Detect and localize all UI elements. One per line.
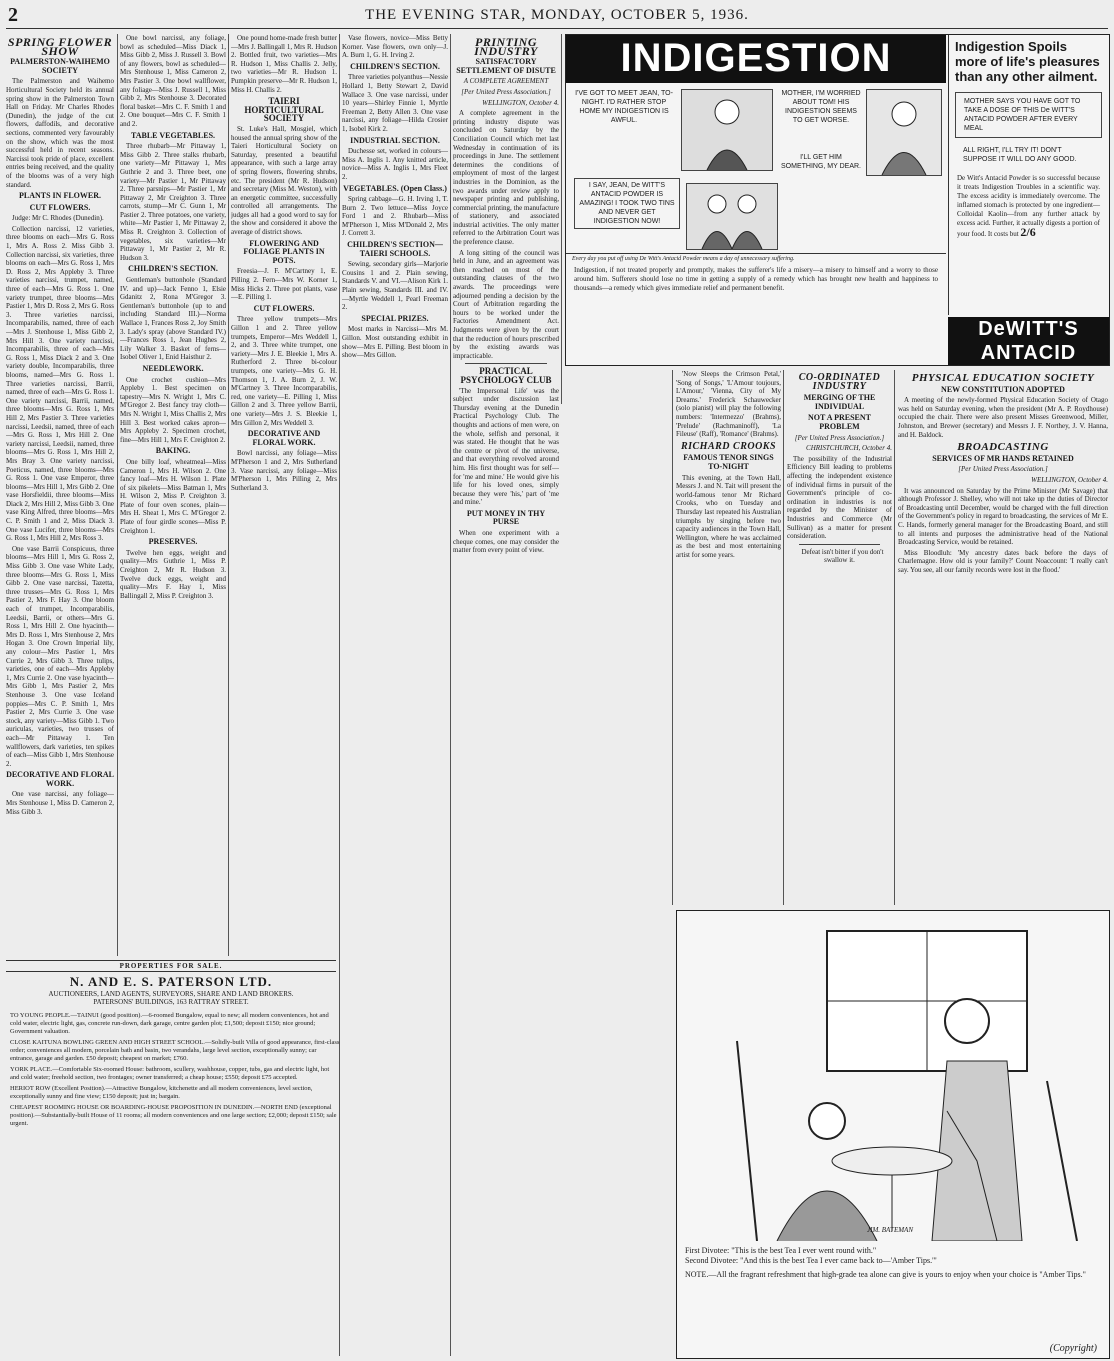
section-heading: CHILDREN'S SECTION. [350,61,440,71]
article-paragraph: A long sitting of the council was held in June, and an agreement was then reached on most of the outstanding clauses of the two awards. The proceedings were adjourned pending a decision by the Court of Arbitration regarding the hours to be worked under the Factories Amendment Act. Judgments were given by the court that the reduction of hours prescribed by the existing awards was impracticable. [453,248,559,360]
article-paragraph: The possibility of the Industrial Efficiency Bill leading to problems affecting the independent existence of individual firms in pursuit of the Government's principle of co-ordination in industries is not regarded by the Minister of Industries and Commerce (Mr Sullivan) as a matter for present consideration. [787,454,892,541]
column-7 [787,370,892,905]
subheading: FAMOUS TENOR SINGS TO-NIGHT [683,453,774,471]
section-heading: CUT FLOWERS. [29,202,91,212]
subheading: SATISFACTORY SETTLEMENT OF DISUTE [456,57,556,75]
section-heading: INDUSTRIAL SECTION. [350,135,440,145]
masthead-rule [6,28,1108,29]
divider [465,363,547,364]
classified-item: CHEAPEST ROOMING HOUSE OR BOARDING-HOUSE PROPOSITION IN DUNEDIN.—NORTH END (exceptional position).—Substantially-built House of 11 rooms; all modern conveniences and one large section; £2,000; deposit £150; sale urgent. [10,1104,337,1127]
article-paragraph: Twelve hen eggs, weight and quality—Mrs Guthrie 1, Miss P. Creighton 2, Mr R. Hudson 3. Twelve duck eggs, weight and quality—Mrs F. Hay 1, Miss Ballingall 2, Miss P. Creighton 3. [120,548,226,600]
article-paragraph: St. Luke's Hall, Mosgiel, which housed the annual spring show of the Taieri Horticultural Society on Saturday, presented a beautiful appearance, with such a large array of spring flowers, flowering shrubs, etc. The president (Mr R. Hudson) and secretary (Miss M. Weston), with an energetic committee, successfully controlled all arrangements. The judges all had a good word to say for the show and considered it above the average of district shows. [231,124,337,237]
speech-bubble: ALL RIGHT, I'LL TRY IT! DON'T SUPPOSE IT WILL DO ANY GOOD. [963,147,1077,163]
classified-item: YORK PLACE.—Comfortable Six-roomed House: bathroom, scullery, washhouse, copper, tubs, gas and electric light, hot and cold water; freehold section, two frontages; owner transferred; a cheap house; £550; deposit £75 accepted. [10,1066,330,1081]
man-figure-icon [682,90,772,170]
column-1 [6,34,114,956]
copyright-notice: (Copyright) [1049,1343,1097,1354]
couple-figure-icon [687,184,777,249]
subheading: NOT A PRESENT PROBLEM [808,413,871,431]
ad-caption: Every day you put off using De Witt's Antacid Powder means a day of unnecessary suffering. [572,256,795,262]
column-rule [117,34,118,956]
article-paragraph: Gentleman's buttonhole (Standard IV. and up)—Jack Fenno 1, Elsie Gdanitz 2, Rona M'Gregor 3. Gentleman's buttonhole (up to and including Standard III.)—Norma Wallace 1, Frances Ross 2, Joy Smith 3. Lady's spray (above Standard IV.)—Frances Ross 1, Jean Hughes 2, Lily Walker 3. Basket of ferns—Isobel Oliver 1, Enid Haisthur 2. [120,276,226,362]
section-heading: PLANTS IN FLOWER. [18,191,101,201]
article-paragraph: A meeting of the newly-formed Physical Education Society of Otago was held on Saturday evening, when the president (Mr A. P. Roydhouse) occupied the chair. There were also present Misses Greenwood, Miller, Johnston, and Brewer (secretary) and Messrs J. F. Northey, J. V. Hanna, and H. Baldock. [898,396,1108,439]
golfers-illustration-icon [677,911,1109,1241]
speech-bubble: MOTHER SAYS YOU HAVE GOT TO TAKE A DOSE OF THIS De WITT'S ANTACID POWDER AFTER EVERY MEAL [955,92,1102,138]
ad-body-right-text: De Witt's Antacid Powder is so successful because it treats Indigestion Troubles in a scientific way. The excess acidity is immediately overcome. The inflamed stomach is protected by one ingredient—Colloidal Kaolin—from any further attack by excess acid. Further, it actually digests a portion of your food. It costs but [957,174,1100,238]
firm-name: N. AND E. S. PATERSON LTD. [69,974,273,989]
article-paragraph: Judge: Mr C. Rhodes (Dunedin). [12,214,104,223]
column-rule [894,370,895,905]
section-heading: PRESERVES. [148,537,198,547]
subheading: NEW CONSTITUTION ADOPTED [941,384,1065,394]
dateline: CHRISTCHURCH, October 4. [806,444,892,453]
headline-taieri: TAIERI HORTICULTURAL SOCIETY [244,96,324,124]
column-rule [228,34,229,956]
article-paragraph: Duchesse set, worked in colours—Miss A. Inglis 1. Any knitted article, novice—Miss A. Inglis 1, Mrs Fleet 2. [342,147,448,181]
press-credit: [Per United Press Association.] [461,87,551,96]
article-paragraph: One billy loaf, wheatmeal—Miss Cameron 1, Mrs H. Wilson 2. One fancy loaf—Mrs H. Wilson 1. Plate of six pikelets—Miss Batman 1, Mrs H. Wilson 2, Miss P. Creighton 3. Plate of four oven scones, plain—Mrs H. Sheat 1, Mrs C. M'Gregor 2. Plate of four girdle scones—Miss P. Creighton 1. [120,457,226,535]
ad-comic-strip [566,83,946,254]
ad-body-right [949,172,1108,241]
speech-bubble: I SAY, JEAN, De WITT'S ANTACID POWDER IS AMAZING! I TOOK TWO TINS AND NEVER GET INDIGESTION NOW! [574,178,680,229]
headline-printing-industry: PRINTING INDUSTRY [474,35,538,58]
caption-line-2: Second Divotee: "And this is the best Tea I ever came back to—'Amber Tips.'" [685,1256,937,1265]
cartoon-caption [677,1243,1109,1283]
properties-bar: PROPERTIES FOR SALE. [6,960,336,972]
classified-item: HERIOT ROW (Excellent Position).—Attractive Bungalow, kitchenette and all modern conveniences, level section, exceptionally sunny and fine view; £150 deposit; just in; bargain. [10,1085,313,1100]
column-rule [561,34,562,404]
paterson-heading [6,974,336,1006]
quote: Defeat isn't bitter if you don't swallow it. [801,547,884,565]
indigestion-advertisement [565,34,1110,366]
column-rule [450,34,451,1356]
dewitts-brand-logo: DeWITT'S ANTACID [948,317,1109,365]
headline-coordinated-industry: CO-ORDINATED INDUSTRY [798,372,881,392]
page-number: 2 [8,4,18,26]
illustration-mother [866,89,942,176]
press-credit: [Per United Press Association.] [794,433,885,442]
masthead [0,4,1114,26]
divider [799,544,880,545]
ad-left-panel [566,35,946,295]
column-4 [342,34,448,1354]
article-paragraph: Three varieties polyanthus—Nessie Hollard 1, Betty Stewart 2, David Wallace 3. One vase narcissi, under 10 years—Shirley Finnie 1, Myrtle Freeman 2, Betty Allen 3. One vase narcissi, any foliage—Hilda Crosier 1, Isobel Kirk 2. [342,73,448,133]
section-heading: DECORATIVE AND FLORAL WORK. [247,429,321,447]
article-paragraph: Vase flowers, novice—Miss Betty Korner. Vase flowers, own only—J. A. Burn 1, G. H. Irving 2. [342,34,448,60]
dateline: WELLINGTON, October 4. [1031,475,1108,484]
article-paragraph: One pound home-made fresh butter—Mrs J. Ballingall 1, Mrs R. Hudson 2. Bottled fruit, two varieties—Mrs R. Hudson 1, Miss Challis 2. Jelly, two varieties—Mr R. Hudson 1. Pumpkin preserve—Mr R. Hudson 1, Miss H. Challis 2. [231,34,337,94]
article-paragraph: This evening, at the Town Hall, Messrs J. and N. Tait will present the world-famous tenor Mr Richard Crooks, who on Tuesday and Thursday last repeated his Australian triumphs by singing before two capacity audiences in the Town Hall, Wellington, where he was acclaimed as the best and most entertaining artist for some years. [676,473,781,559]
column-rule [783,370,784,905]
column-5 [453,34,559,1354]
headline-broadcasting: BROADCASTING [957,441,1049,454]
section-heading: TABLE VEGETABLES. [130,130,216,140]
article-paragraph: Bowl narcissi, any foliage—Miss M'Pherson 1 and 2, Mrs Sutherland 3. Vase narcissi, any foliage—Miss M'Pherson 1, Mrs Pilling 2, Mrs Sutherland 3. [231,449,337,492]
section-heading: FLOWERING AND FOLIAGE PLANTS IN POTS. [243,238,325,265]
speech-bubble: I'LL GET HIM SOMETHING, MY DEAR. [781,154,861,170]
column-rule [672,370,673,905]
ad-right-title: Indigestion Spoils more of life's pleasures than any other ailment. [955,39,1100,84]
subheading: SERVICES OF MR HANDS RETAINED [932,453,1074,463]
section-heading: VEGETABLES. (Open Class.) [343,183,447,193]
article-paragraph: One crochet cushion—Mrs Appleby 1. Best specimen on tapestry—Mrs N. Wright 1, Mrs C. M'Gregor 2. Best fancy tray cloth—Mrs N. Wright 1, Miss Challis 2, Mrs Hill 3. Best worked cakes apron—Mrs Appleby 2. Specimen crochet, fine—Mrs Hill 1, Mrs F. Creighton 2. [120,375,226,444]
article-paragraph: Most marks in Narcissi—Mrs M. Gillon. Most outstanding exhibit in show—Mrs E. Pilling. Best bloom in show—Mrs Gillon. [342,325,448,360]
classified-ads [10,1012,340,1131]
column-2 [120,34,226,956]
press-credit: [Per United Press Association.] [958,465,1048,474]
subheading-italic: A COMPLETE AGREEMENT [463,77,549,86]
article-paragraph: 'The Impersonal Life' was the subject under discussion last Thursday evening at the Dunedin Practical Psychology Club. The thoughts and actions of men were, on the whole, selfish and personal, it was stated. He thought that he was the centre or pivot of the universe, and that everything revolved around him. His first thought was for self—for 'me and mine.' He would give his life for his loved ones, simply because they were 'his,' part of 'me and mine.' [453,386,559,507]
section-heading: CHILDREN'S SECTION. [128,264,218,274]
ad-right-panel [948,35,1108,315]
caption-line-1: First Divotee: "This is the best Tea I ever went round with." [685,1246,877,1255]
article-paragraph: Three rhubarb—Mr Pittaway 1, Miss Gibb 2. Three stalks rhubarb, one variety—Mr Pittaway 1, Mrs Guthrie 2 and 3. Three beet, one variety—Mr Pastier 1, Mr Pittaway 2. Three parsnips—Mr Pastier 1, Mr Pittaway 2, Mr Creighton 3. Three carrots, stump—Mr C. Gunn 1, Mr Pastier 2. Three potatoes, one variety, white—Mr Pastier 1, Mr Pittaway 2, Miss R. Creighton 3. Collection of vegetables, six varieties—Mr Pittaway 1, Mr Pastier 2, Mr R. Hudson 3. [120,142,226,262]
column-rule [339,34,340,1356]
section-heading: CHILDREN'S SECTION—TAIERI SCHOOLS. [347,240,443,258]
article-paragraph: One vase Barrii Conspicuus, three blooms—Mrs Hill 1, Mrs G. Ross 2, Miss Gibb 3. One vase White Lady, three blooms—Mrs G. Ross 1, Miss Gibb 2. One vase narcissi, Tazetta, three trusses—Mrs G. Ross 1, Mrs Pastier 2, Mrs F. Hay 3. One bloom each of trumpet, Incomparabilis, Leedsii, Barrii, or others—Mrs G. Ross 1, Mrs Hill 2. One hyacinth—Mrs D. Ross 1, Mrs Stenhouse 2, Mrs Hogan 3. One Crown Imperial lily, any colour—Mrs Pastier 1, Mrs Currie 2, Mrs Gibb 3. Three tulips, varieties, one of each—Mrs Appleby 1, Mrs Currie 2. One vase hyacinth—Mrs Gibb 1, Mrs Pastier 2, Mrs Stenhouse 3. One vase Iceland poppies—Mrs C. P. Smith 1, Mrs Pastier 2, Mrs Currie 3. One vase stock, any variety—Miss Gibb 1. Two auriculas, varieties, two trusses of each—Mr Pittaway 1. Ten wallflowers, dark varieties, ten spikes of each—Miss Gibb 1, Mrs Stenhouse 2. [6,544,114,768]
section-heading: BAKING. [155,446,191,456]
article-paragraph: Spring cabbage—G. H. Irving 1, T. Burn 2. Two lettuce—Miss Joyce Ford 1 and 2. Rhubarb—Miss M'Pherson 1, Miss M'Donald 2, Mrs J. Corrett 3. [342,195,448,238]
article-paragraph: A complete agreement in the printing industry dispute was concluded on Saturday by the Conciliation Council which met last Wednesday in continuation of its proceedings in June. The settlement determines the conditions of employment of most of the largest industries in the Dominion, as the two awards under review apply to newspaper printing and publishing, commercial printing, the manufacture of stationery, and associated industrial activities. The only matter referred to the Arbitration Court was the preference clause. [453,109,559,247]
column-3 [231,34,337,1354]
article-paragraph: The Palmerston and Waihemo Horticultural Society held its annual spring show in the Palmerston Town Hall on Friday. Mr Charles Rhodes (Dunedin), the judge of the cut flowers, daffodils, and decorative sections, commented very favourably on the show, which was the most successful held in recent seasons. Narcissi took pride of place, excellent entries being received, and the quality of the blooms was of a very high standard. [6,77,114,189]
article-paragraph: One vase narcissi, any foliage—Mrs Stenhouse 1, Miss D. Cameron 2, Miss Gibb 3. [6,790,114,816]
caption-note: NOTE.—All the fragrant refreshment that high-grade tea alone can give is yours to enjoy when your choice is "Amber Tips." [685,1270,1086,1279]
ad-price: 2/6 [1020,225,1036,239]
headline-money: PUT MONEY IN THY PURSE [466,508,546,527]
dateline: WELLINGTON, October 4. [482,98,559,107]
illustration-man [681,89,773,171]
headline-physical-education: PHYSICAL EDUCATION SOCIETY [911,372,1095,384]
amber-tips-cartoon-ad [676,910,1110,1359]
classified-item: TO YOUNG PEOPLE.—TAINUI (good position).—6-roomed Bungalow, equal to new; all modern conveniences, hot and cold water, electric light, gas, concrete run-down, dark garage, centre garden plot; £1,500; deposit £150; nice ground; Government valuation. [10,1012,329,1035]
headline-spring-flower-show: SPRING FLOWER SHOW [7,35,113,58]
article-paragraph: One bowl narcissi, any foliage, bowl as scheduled—Miss Diack 1, Miss Gibb 2, Miss J. Russell 3. Bowl of any flowers, bowl as scheduled—Mrs Stenhouse 1, Miss Cameron 2, Mrs Pastier 3. One bowl wallflower, any foliage—Miss J. Russell 1, Miss Gibb 2, Mrs Stenhouse 3. Decorated floral basket—Mrs C. F. Smith 1 and 2. One bouquet—Mrs C. F. Smith 1 and 2. [120,34,226,128]
article-paragraph: When one experiment with a cheque comes, one may consider the matter from every point of view. [453,529,559,555]
article-paragraph: 'Now Sleeps the Crimson Petal,' 'Song of Songs,' 'L'Amour toujours, L'Amour,' 'Vienna, City of My Dreams.' Frederick Schauwecker (solo pianist) will play the following numbers: 'Intermezzo' (Brahms), 'Prelude' (Rachmaninoff), 'La Fileuse' (Raff), 'Romance' (Brahms). [676,370,781,439]
illustration-couple [686,183,778,250]
subheading: MERGING OF THE INDIVIDUAL [803,393,876,411]
speech-bubble: MOTHER, I'M WORRIED ABOUT TOM! HIS INDIGESTION SEEMS TO GET WORSE. [781,90,861,124]
column-8 [898,370,1108,905]
article-paragraph: Three yellow trumpets—Mrs Gillon 1 and 2. Three yellow trumpets, Emperor—Mrs Weddell 1, 2, and 3. Three white trumpet, one variety—Mrs J. E. Bleekie 1, Mrs A. Rutherford 2. Three bi-colour trumpets, one variety—Mrs G. H. Thomson 1, J. A. Burn 2, J. W. M'Cartney 3. Three Incomparabilis, red, one variety—E. Pilling 1, Miss Gillon 2 and 3. Three yellow Barrii, one variety—Mrs J. S. Bleekie 1, Mrs Gillon 2, Mrs Weddell 3. [231,315,337,427]
section-heading: DECORATIVE AND FLORAL WORK. [6,770,114,788]
firm-line: AUCTIONEERS, LAND AGENTS, SURVEYORS, SHARE AND LAND BROKERS. [48,990,294,998]
subheading-palmerston: PALMERSTON-WAIHEMO SOCIETY [10,57,110,75]
section-heading: NEEDLEWORK. [142,363,204,373]
section-heading: CUT FLOWERS. [253,303,315,313]
masthead-title: THE EVENING STAR, MONDAY, OCTOBER 5, 1936. [365,7,749,23]
speech-bubble: I'VE GOT TO MEET JEAN, TO-NIGHT. I'D RATHER STOP HOME MY INDIGESTION IS AWFUL. [575,90,673,124]
headline-psychology-club: PRACTICAL PSYCHOLOGY CLUB [460,366,552,385]
headline-richard-crooks: RICHARD CROOKS [680,440,777,452]
article-paragraph: Miss Bloodluh: 'My ancestry dates back before the days of Charlemagne. How old is your family?' Count Noaccount: 'I really can't say. You see, all our family records were lost in the flood.' [898,548,1108,574]
column-6 [676,370,781,905]
woman-figure-icon [867,90,941,175]
article-paragraph: Collection narcissi, 12 varieties, three blooms on each—Mrs G. Ross 1, Mrs A. Ross 2. Miss Gibb 3. Collection narcissi, six varieties, three blooms on each—Mrs G. Ross 1, Mrs D. Ross 2, Mrs Appleby 3. Three varieties narcissi, trumpet, named, three of each—Mrs G. Ross 1. One variety trumpet, three blooms—Mrs Pastier 1, Mrs D. Ross 2, Mrs G. Ross 3. Three varieties narcissi, Incomparabilis, named, three of each—Mrs J. Stenhouse 1, Miss Gibb 2, Mrs Hill 3. One variety narcissi, Incomparabilis, three of each—Mrs G. Ross 1, Miss Diack 2 and 3. One variety double, Incomparabilis, three blooms, named—Mrs G. Ross 1. Three varieties narcissi, Barrii, named, three of each—Mrs G. Ross 1. One variety narcissi, Barrii, named, three blooms—Mrs G. Ross 1, Mrs Hill 2, Mrs Pastier 3. Three varieties narcissi, Leedsii, named, three of each—Mrs G. Ross 1, Mrs Hill 2. One variety narcissi, Leedsii, named, three blooms—Mrs G. Ross 1, Mrs Hill 2, Mrs Bray 3. One variety narcissi, Poeticus, named, three blooms—Mrs G. Ross 1. One vase Emperor, three blooms—Mrs Hill 1, Mrs Gibb 2. One vase Horsfieldii, three blooms—Miss Diack 2, Mrs Hill 2, Miss Gibb 3. One vase King Alfred, three blooms—Mrs C. P. Smith 1 and 2, Miss Diack 3. One vase Lucifer, three blooms—Mrs G. Ross 1, Mrs Hill 2, Mrs Ross 3. [6,224,114,543]
firm-address: PATERSONS' BUILDINGS, 163 RATTRAY STREET. [93,998,249,1006]
article-paragraph: It was announced on Saturday by the Prime Minister (Mr Savage) that although Professor J. Shelley, who will not take up the duties of Director of Broadcasting until December, would be charged with the full direction of the Government's policy in regard to broadcasting, the services of Mr E. C. Hands, formerly general manager for the Broadcasting Board, and still to all intents and purposes the administrative head of the National Broadcasting Service, would be retained. [898,486,1108,547]
section-heading: SPECIAL PRIZES. [361,313,429,323]
article-paragraph: Sewing, secondary girls—Marjorie Cousins 1 and 2. Plain sewing, Standards V. and VI.—Alison Kirk 1. Plain sewing, Standards III. and IV.—Myrtle Weddell 1, Pearl Freeman 2. [342,260,448,312]
artist-signature: JIM. BATEMAN [867,1226,914,1234]
ad-body-left: Indigestion, if not treated properly and promptly, makes the sufferer's life a misery—a misery to himself and a worry to those around him. Sufferers should lose no time in getting a supply of a remedy which has brought new health and happiness to thousands—a remedy which gives immediate relief and permanent benefit. [574,266,938,292]
ad-headline: INDIGESTION [566,35,946,83]
classified-item: CLOSE KAITUNA BOWLING GREEN AND HIGH STREET SCHOOL.—Solidly-built Villa of good appearance, first-class order; conveniences all modern, porcelain bath and basin, two verandahs, large level section, exceptionally sunny; car entrance, garage and garden. £50 deposit; cheapest on market; £760. [10,1039,340,1062]
article-paragraph: Freesia—J. F. M'Cartney 1, E. Pilling 2. Fern—Mrs W. Korner 1, Miss Hicks 2. Three pot plants, vase—E. Pilling 1. [231,267,337,302]
